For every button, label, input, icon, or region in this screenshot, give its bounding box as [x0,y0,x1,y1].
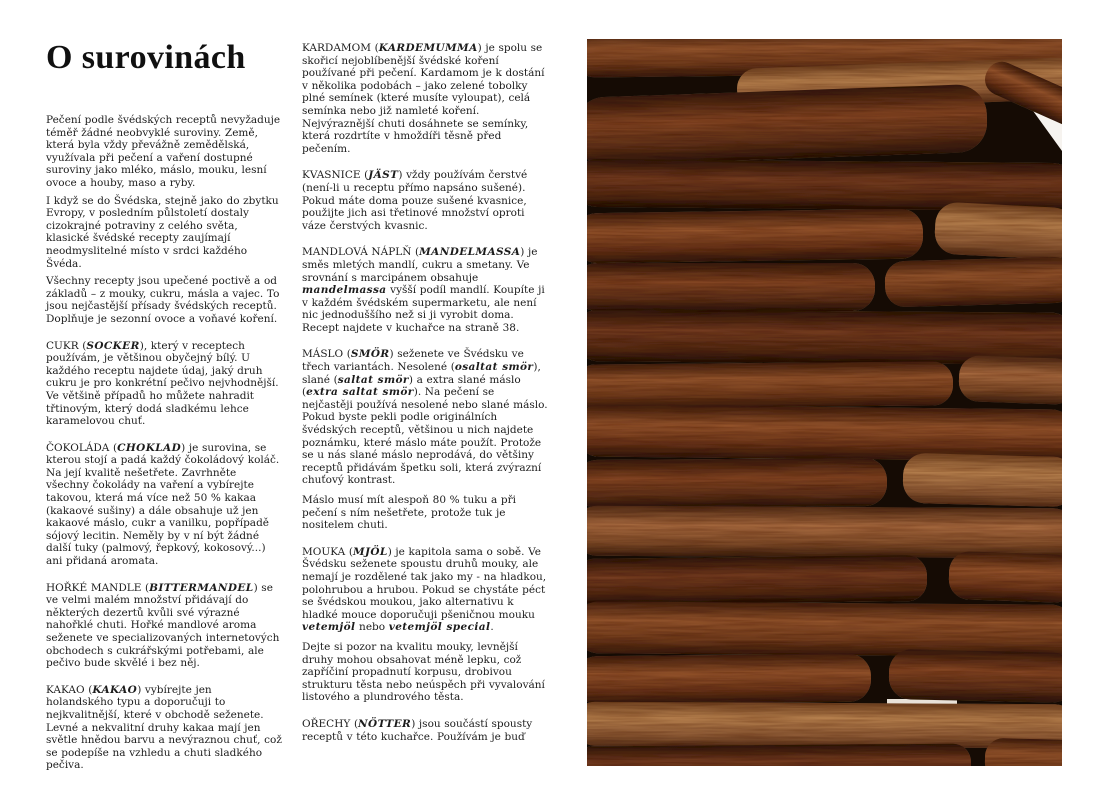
text-run: ), který v receptech používám, je většinou obyčejný bílý. U každého receptu najdete údaj, jaký druh cukru je pro konkrétní pečivo nejvhodnější. Ve většině případů ho můžete nahradit třtinovým, který dodá sladkému lehce karamelovou chuť. [46,339,279,428]
text-run: Máslo musí mít alespoň 80 % tuku a při pečení s ním nešetřete, protože tuk je nositelem chuti. [302,494,517,532]
foreign-term: mandelmassa [302,284,387,297]
text-run: ) je kapitola sama o sobě. Ve Švédsku seženete spoustu druhů mouky, ale nemají je rozdělené tak jako my - na hladkou, polohrubou a hrubou. Pokud se chystáte péct se švédskou moukou, jako alternativu k hladké mouce doporučuji pšeničnou mouku [302,545,547,621]
paragraph [302,641,548,704]
cinnamon-sticks-illustration [587,39,1062,766]
paragraph [302,348,548,487]
text-run: ) vždy používám čerstvé (není-li u receptu přímo napsáno sušené). Pokud máte doma pouze sušené kvasnice, použijte jich asi třetinové množství oproti váze čerstvých kvasnic. [302,169,528,232]
foreign-term: SMÖR [350,348,390,361]
foreign-term: JÄST [368,169,399,182]
foreign-term: extra saltat smör [306,386,414,399]
text-run: I když se do Švédska, stejně jako do zbytku Evropy, v posledním půlstoletí dostaly cizokrajné potraviny z celého světa, klasické švédské recepty zaujímají neodmyslitelné místo v srdci každého Švéda. [46,194,279,270]
foreign-term: KAKAO [92,683,138,696]
right-column-blocks [302,42,548,743]
text-column-left [46,40,282,772]
page-title: O surovinách [46,39,246,76]
text-run: ) seženete ve Švédsku ve třech variantách. Nesolené ( [302,348,524,374]
text-run: ) jsou součástí spousty receptů v této kuchařce. Používám je buď [302,717,533,743]
text-run: ) je spolu se skořicí nejoblíbenější švédské koření používané při pečení. Kardamom je k dostání v několika podobách – jako zelené tobolky plné semínek (které musíte vyloupat), celá semínka nebo již namleté koření. Nejvýraznější chuti dosáhnete se semínky, která rozdrtíte v hmoždíři těsně před pečením. [302,42,545,155]
text-run: MOUKA ( [302,545,353,558]
text-run: ) se ve velmi malém množství přidávají do některých dezertů kvůli své výrazné nahořklé chuti. Hořké mandlové aroma seženete ve specializovaných internetových obchodech s cukrářskými potřebami, ale pečivo bude skvělé i bez něj. [46,581,280,670]
paragraph [302,246,548,334]
text-run: ). Na pečení se nejčastěji používá nesolené nebo slané máslo. Pokud byste pekli podle originálních švédských receptů, většinou u nich najdete poznámku, které máslo máte použít. Protože se u nás slané máslo neprodává, do většiny receptů přidávám špetku soli, která zvýrazní chuťový kontrast. [302,386,548,487]
paragraph [46,442,282,568]
foreign-term: BITTERMANDEL [149,581,254,594]
cinnamon-sticks-photo [587,39,1062,766]
paragraph [46,340,282,428]
text-run: MÁSLO ( [302,348,351,361]
paragraph [302,494,548,532]
text-run: ) je surovina, se kterou stojí a padá každý čokoládový koláč. Na její kvalitě nešetřete. Zavrhněte všechny čokolády na vaření a vybírejte takovou, která má více než 50 % kakaa (kakaové sušiny) a dále obsahuje už jen kakaové máslo, cukr a vanilku, popřípadě sójový lecitin. Neměly by v ní být žádné další tuky (palmový, řepkový, kokosový...) ani přidaná aromata. [46,441,280,568]
paragraph [46,195,282,271]
paragraph [302,718,548,743]
text-run: MANDLOVÁ NÁPLŇ ( [302,246,420,259]
paragraph [46,114,282,190]
text-run: CUKR ( [46,339,87,352]
text-run: ) a extra slané máslo ( [302,373,521,399]
text-run: ) vybírejte jen holandského typu a doporučuji to nejkvalitnější, které v obchodě seženete. Levné a nekvalitní druhy kakaa mají jen světle hnědou barvu a nevýraznou chuť, což se podepíše na vzhledu a chuti sladkého pečiva. [46,683,282,772]
paragraph [302,42,548,155]
paragraph [46,684,282,772]
text-area [46,40,548,772]
foreign-term: osaltat smör [454,361,534,374]
text-run: KARDAMOM ( [302,42,379,54]
foreign-term: saltat smör [337,373,409,386]
text-column-right [302,40,548,743]
text-run: Pečení podle švédských receptů nevyžaduje téměř žádné neobvyklé suroviny. Země, která byla vždy převážně zemědělská, využívala při pečení a vaření dostupné suroviny jako mléko, máslo, mouku, lesní ovoce a houby, maso a ryby. [46,114,281,189]
paragraph [46,275,282,325]
foreign-term: MJÖL [352,545,388,558]
text-run: KVASNICE ( [302,169,369,182]
text-run: OŘECHY ( [302,717,359,730]
paragraph [302,169,548,232]
foreign-term: MANDELMASSA [419,246,521,259]
text-run: nebo [355,621,389,634]
text-run: vyšší podíl mandlí. Koupíte ji v každém švédském supermarketu, ale není nic jednoduššího než si ji vyrobit doma. Recept najdete v kuchařce na straně 38. [302,284,545,334]
foreign-term: SOCKER [86,339,140,352]
text-run: Dejte si pozor na kvalitu mouky, levnější druhy mohou obsahovat méně lepku, což zapříčiní propadnutí korpusu, drobivou strukturu těsta nebo neúspěch při vyvalování listového a plundrového těsta. [302,640,545,704]
foreign-term: KARDEMUMMA [378,42,478,54]
foreign-term: vetemjöl [302,621,356,634]
text-run: ), slané ( [302,361,541,386]
text-run: ČOKOLÁDA ( [46,441,118,454]
paragraph [302,546,548,634]
text-run: HOŘKÉ MANDLE ( [46,581,150,594]
text-run: Všechny recepty jsou upečené poctivě a od základů – z mouky, cukru, másla a vajec. To jsou nejčastější přísady švédských receptů. Doplňuje je sezonní ovoce a voňavé koření. [46,275,280,325]
foreign-term: vetemjöl special [388,621,491,634]
text-run: . [490,621,494,634]
foreign-term: NÖTTER [358,717,412,730]
foreign-term: CHOKLAD [117,441,182,454]
left-column-blocks [46,114,282,772]
text-run: ) je směs mletých mandlí, cukru a smetany. Ve srovnání s marcipánem obsahuje [302,246,538,284]
paragraph [46,582,282,670]
text-run: KAKAO ( [46,683,93,696]
